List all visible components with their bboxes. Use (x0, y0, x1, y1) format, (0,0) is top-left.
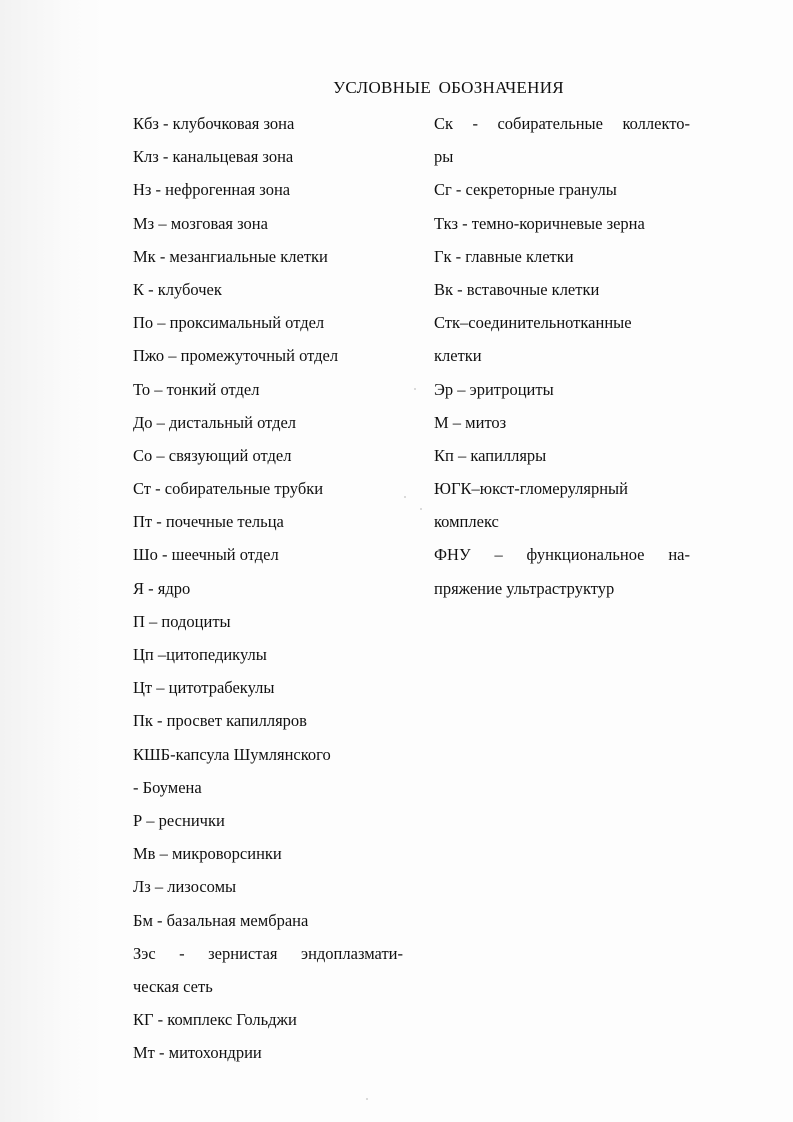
legend-entry: То – тонкий отдел (133, 379, 260, 399)
legend-entry: Лз – лизосомы (133, 877, 237, 897)
legend-entry: Ст - собирательные трубки (133, 479, 324, 499)
legend-entry: Гк - главные клетки (434, 246, 574, 266)
legend-entry: Мт - митохондрии (133, 1043, 262, 1063)
legend-entry: ческая сеть (133, 976, 213, 996)
scan-speck (420, 508, 422, 510)
legend-entry: Мк - мезангиальные клетки (133, 246, 328, 266)
legend-entry: пряжение ультраструктур (434, 578, 615, 598)
legend-entry: Нз - нефрогенная зона (133, 180, 291, 200)
legend-right-column (434, 111, 690, 609)
legend-entry: КГ - комплекс Гольджи (133, 1010, 297, 1030)
legend-entry: Р – реснички (133, 810, 225, 830)
legend-left-column (133, 111, 403, 1073)
legend-entry: Цт – цитотрабекулы (133, 678, 275, 698)
legend-entry: Клз - канальцевая зона (133, 147, 294, 167)
page-title: УСЛОВНЫЕ ОБОЗНАЧЕНИЯ (333, 78, 564, 97)
legend-entry: Ткз - темно-коричневые зерна (434, 213, 645, 233)
legend-entry: М – митоз (434, 412, 507, 432)
legend-entry: Мв – микроворсинки (133, 844, 282, 864)
legend-entry: Цп –цитопедикулы (133, 645, 267, 664)
legend-entry: ЮГК–юкст-гломерулярный (434, 479, 628, 499)
legend-entry: По – проксимальный отдел (133, 313, 325, 333)
legend-entry: ФНУ – функциональное на- (434, 545, 690, 565)
legend-entry: ры (434, 147, 454, 167)
legend-entry: П – подоциты (133, 611, 231, 631)
legend-entry: Зэс - зернистая эндоплазмати- (133, 943, 403, 963)
legend-entry: Ск - собирательные коллекто- (434, 114, 690, 133)
legend-entry: Кп – капилляры (434, 445, 547, 465)
legend-entry: Вк - вставочные клетки (434, 279, 600, 299)
legend-entry: Эр – эритроциты (434, 379, 554, 399)
scan-speck (404, 496, 406, 498)
legend-entry: Я - ядро (133, 578, 191, 598)
legend-entry: клетки (434, 346, 482, 366)
legend-entry: Шо - шеечный отдел (133, 545, 279, 565)
legend-entry: Пжо – промежуточный отдел (133, 346, 339, 366)
scan-speck (414, 388, 416, 390)
legend-entry: Со – связующий отдел (133, 445, 292, 465)
scan-margin-shade (0, 0, 104, 1122)
legend-entry: Сг - секреторные гранулы (434, 180, 617, 200)
legend-entry: КШБ-капсула Шумлянского (133, 744, 331, 764)
legend-entry: Стк–соединительнотканные (434, 313, 632, 333)
legend-entry: К - клубочек (133, 279, 222, 299)
legend-entry: Пт - почечные тельца (133, 512, 284, 532)
legend-entry: До – дистальный отдел (133, 412, 297, 432)
legend-entry: Мз – мозговая зона (133, 213, 268, 233)
legend-entry: Кбз - клубочковая зона (133, 114, 295, 133)
legend-entry: Пк - просвет капилляров (133, 711, 307, 731)
legend-entry: - Боумена (133, 777, 202, 797)
scan-speck (366, 1098, 368, 1100)
legend-entry: Бм - базальная мембрана (133, 910, 309, 930)
legend-entry: комплекс (434, 512, 499, 532)
